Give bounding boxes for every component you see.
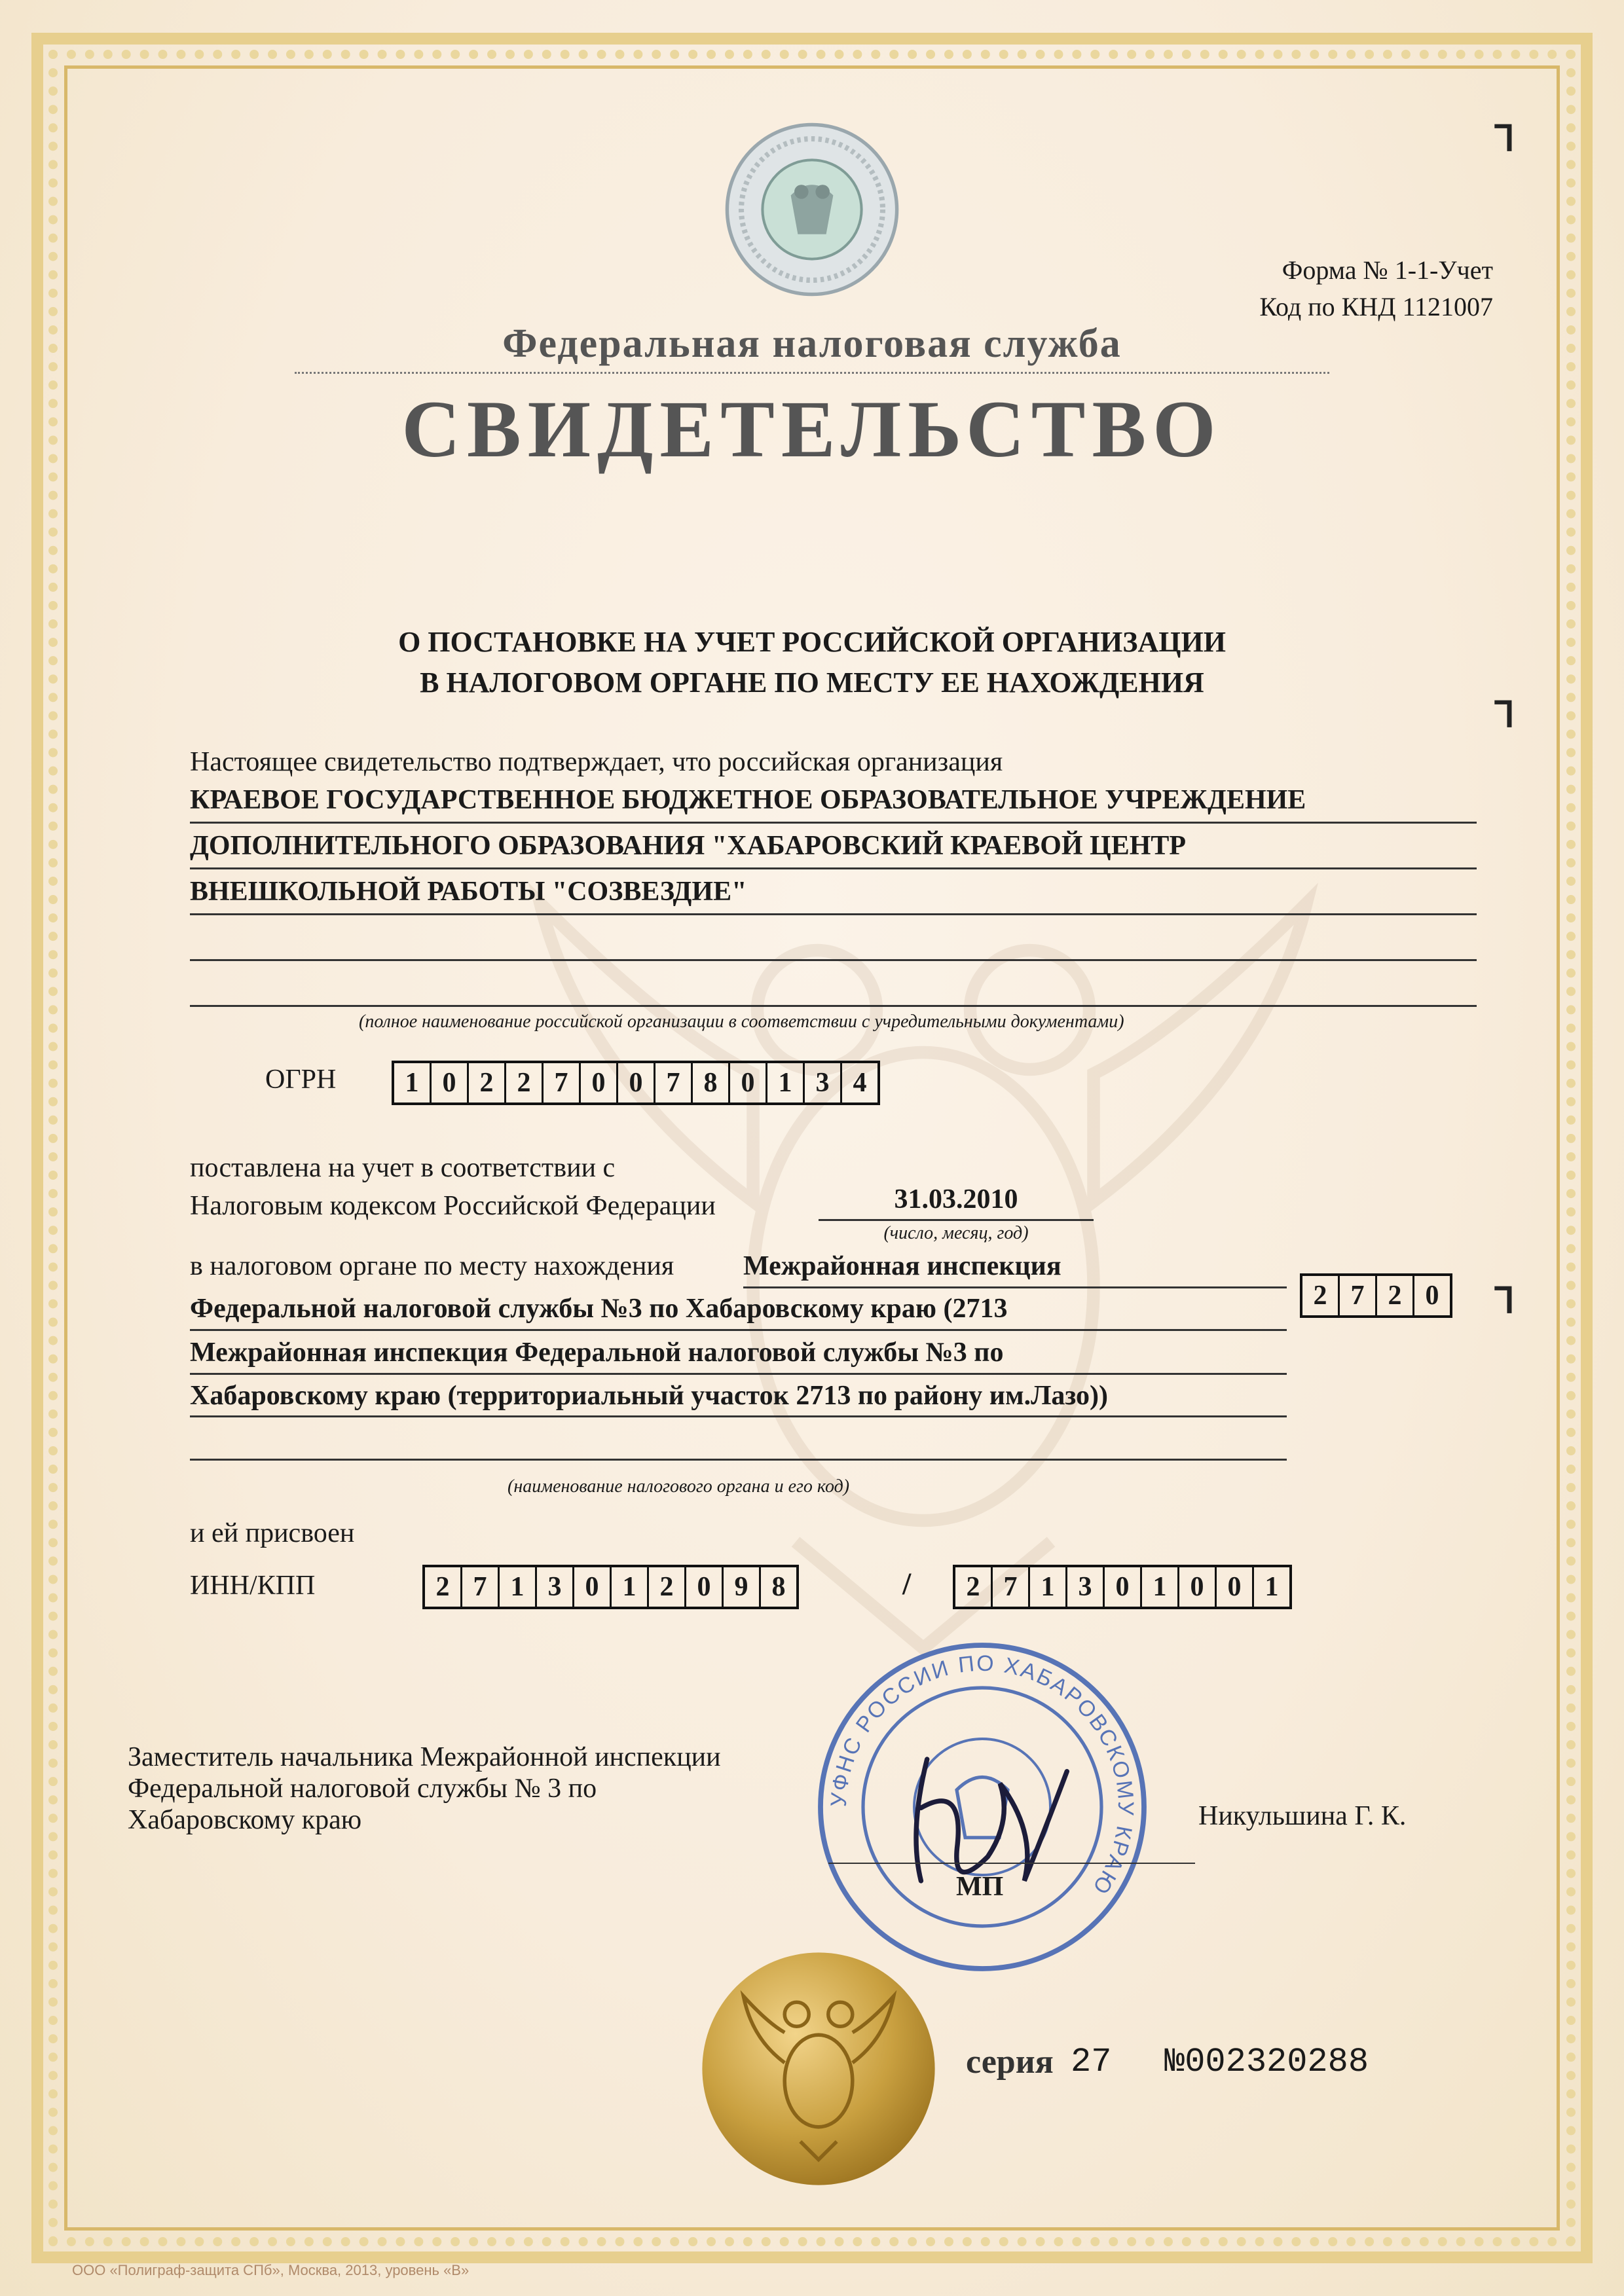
assigned-text: и ей присвоен bbox=[190, 1518, 355, 1548]
underline bbox=[190, 1329, 1287, 1331]
kpp-digit: 0 bbox=[1217, 1567, 1254, 1607]
tax-code-digit: 7 bbox=[1340, 1276, 1377, 1315]
underline bbox=[819, 1219, 1094, 1221]
inn-digit: 3 bbox=[537, 1567, 574, 1607]
signatory-title bbox=[128, 1741, 721, 1836]
series-label: серия bbox=[966, 2043, 1054, 2081]
ogrn-digit: 0 bbox=[730, 1063, 767, 1102]
mp-label: МП bbox=[956, 1872, 1004, 1902]
inn-kpp-separator: / bbox=[902, 1567, 912, 1601]
underline bbox=[190, 822, 1477, 824]
underline bbox=[190, 1373, 1287, 1375]
ogrn-digit: 8 bbox=[693, 1063, 730, 1102]
underline bbox=[190, 1415, 1287, 1417]
signature-line bbox=[828, 1863, 1195, 1864]
gold-seal-icon bbox=[697, 1948, 940, 2190]
registered-line-2: Налоговым кодексом Российской Федерации bbox=[190, 1191, 716, 1221]
kpp-digit: 0 bbox=[1179, 1567, 1217, 1607]
underline bbox=[190, 1005, 1477, 1007]
tax-authority-line-2: Федеральной налоговой службы №3 по Хабаровскому краю (2713 bbox=[190, 1294, 1008, 1324]
ogrn-digit: 1 bbox=[394, 1063, 432, 1102]
intro-text: Настоящее свидетельство подтверждает, что российская организация bbox=[190, 747, 1003, 777]
subtitle-line-1: О ПОСТАНОВКЕ НА УЧЕТ РОССИЙСКОЙ ОРГАНИЗАЦИИ bbox=[398, 626, 1226, 658]
tax-authority-prefix: в налоговом органе по месту нахождения bbox=[190, 1251, 674, 1281]
org-name-line-2: ДОПОЛНИТЕЛЬНОГО ОБРАЗОВАНИЯ "ХАБАРОВСКИЙ КРАЕВОЙ ЦЕНТР bbox=[190, 831, 1187, 861]
tax-code-digit: 2 bbox=[1377, 1276, 1414, 1315]
kpp-digit: 1 bbox=[1142, 1567, 1179, 1607]
ogrn-digit: 4 bbox=[853, 1068, 867, 1098]
stamp-text: УФНС РОССИИ ПО ХАБАРОВСКОМУ КРАЮ bbox=[826, 1650, 1139, 1900]
form-code bbox=[1166, 252, 1493, 325]
signatory-line-2: Федеральной налоговой службы № 3 по bbox=[128, 1774, 597, 1804]
registration-date: 31.03.2010 bbox=[894, 1184, 1018, 1214]
tax-authority-line-4: Хабаровскому краю (территориальный участок 2713 по району им.Лазо)) bbox=[190, 1381, 1108, 1411]
ogrn-digit: 0 bbox=[432, 1063, 469, 1102]
tax-authority-line-1: Межрайонная инспекция bbox=[743, 1251, 1061, 1281]
kpp-digit: 1 bbox=[1030, 1567, 1067, 1607]
underline bbox=[190, 1459, 1287, 1461]
inn-digit: 8 bbox=[771, 1572, 786, 1602]
kpp-digits bbox=[953, 1565, 1292, 1609]
inn-digit: 9 bbox=[724, 1567, 761, 1607]
series-value: 27 bbox=[1071, 2043, 1112, 2081]
ogrn-digit: 7 bbox=[655, 1063, 693, 1102]
tax-authority-caption: (наименование налогового органа и его код) bbox=[507, 1476, 850, 1497]
kpp-digit: 7 bbox=[993, 1567, 1030, 1607]
registered-line-1: поставлена на учет в соответствии с bbox=[190, 1153, 616, 1183]
agency-name: Федеральная налоговая служба bbox=[502, 321, 1122, 366]
underline bbox=[190, 867, 1477, 869]
inn-digits bbox=[422, 1565, 799, 1609]
form-number: Форма № 1-1-Учет bbox=[1282, 255, 1493, 285]
tax-authority-code bbox=[1300, 1273, 1452, 1318]
tax-code-digit: 2 bbox=[1302, 1276, 1340, 1315]
inn-digit: 1 bbox=[500, 1567, 537, 1607]
inn-digit: 2 bbox=[649, 1567, 686, 1607]
org-name-line-1: КРАЕВОЕ ГОСУДАРСТВЕННОЕ БЮДЖЕТНОЕ ОБРАЗОВАТЕЛЬНОЕ УЧРЕЖДЕНИЕ bbox=[190, 785, 1306, 815]
ogrn-digit: 0 bbox=[618, 1063, 655, 1102]
margin-tick: ᒣ bbox=[1493, 119, 1515, 158]
ogrn-digit: 0 bbox=[581, 1063, 618, 1102]
signatory-name: Никульшина Г. К. bbox=[1198, 1801, 1407, 1831]
org-name-caption: (полное наименование российской организации в соответствии с учредительными документами) bbox=[359, 1011, 1124, 1032]
ogrn-digit: 2 bbox=[506, 1063, 544, 1102]
ogrn-label: ОГРН bbox=[265, 1065, 337, 1095]
signatory-line-1: Заместитель начальника Межрайонной инспекции bbox=[128, 1742, 721, 1772]
serial-number: №002320288 bbox=[1164, 2043, 1369, 2081]
inn-kpp-label: ИНН/КПП bbox=[190, 1571, 316, 1601]
kpp-digit: 2 bbox=[955, 1567, 993, 1607]
ogrn-digit: 3 bbox=[805, 1063, 842, 1102]
org-name-line-3: ВНЕШКОЛЬНОЙ РАБОТЫ "СОЗВЕЗДИЕ" bbox=[190, 877, 747, 907]
document-subtitle bbox=[0, 622, 1624, 703]
divider bbox=[295, 372, 1329, 374]
signatory-line-3: Хабаровскому краю bbox=[128, 1805, 362, 1835]
tax-authority-line-3: Межрайонная инспекция Федеральной налоговой службы №3 по bbox=[190, 1338, 1004, 1368]
hologram-emblem-icon bbox=[724, 121, 900, 298]
ogrn-digit: 2 bbox=[469, 1063, 506, 1102]
knd-code: Код по КНД 1121007 bbox=[1259, 292, 1493, 321]
inn-digit: 7 bbox=[462, 1567, 500, 1607]
date-caption: (число, месяц, год) bbox=[883, 1223, 1029, 1243]
ogrn-digits bbox=[392, 1061, 880, 1105]
printer-footer: ООО «Полиграф-защита СПб», Москва, 2013, уровень «В» bbox=[72, 2262, 470, 2278]
underline bbox=[190, 959, 1477, 961]
kpp-digit: 0 bbox=[1105, 1567, 1142, 1607]
double-eagle-watermark-icon bbox=[498, 818, 1349, 1669]
inn-digit: 0 bbox=[686, 1567, 724, 1607]
margin-tick: ᒣ bbox=[1493, 695, 1515, 735]
kpp-digit: 1 bbox=[1264, 1572, 1279, 1602]
ogrn-digit: 1 bbox=[767, 1063, 805, 1102]
margin-tick: ᒣ bbox=[1493, 1281, 1515, 1321]
underline bbox=[190, 913, 1477, 915]
underline bbox=[743, 1286, 1287, 1288]
inn-digit: 0 bbox=[574, 1567, 612, 1607]
kpp-digit: 3 bbox=[1067, 1567, 1105, 1607]
page-title: СВИДЕТЕЛЬСТВО bbox=[401, 384, 1223, 474]
ogrn-digit: 7 bbox=[544, 1063, 581, 1102]
inn-digit: 1 bbox=[612, 1567, 649, 1607]
tax-code-digit: 0 bbox=[1425, 1281, 1439, 1311]
inn-digit: 2 bbox=[425, 1567, 462, 1607]
subtitle-line-2: В НАЛОГОВОМ ОРГАНЕ ПО МЕСТУ ЕЕ НАХОЖДЕНИЯ bbox=[420, 666, 1204, 699]
